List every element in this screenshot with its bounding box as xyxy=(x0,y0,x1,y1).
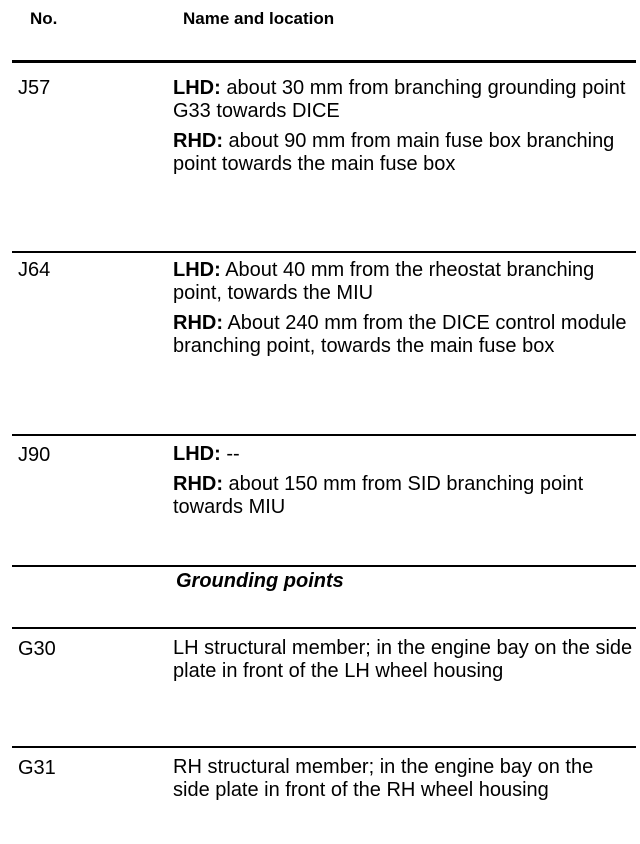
entry-label: RHD: xyxy=(173,473,223,495)
entry-rhd xyxy=(173,130,635,176)
entry-lhd xyxy=(173,77,635,123)
row-divider xyxy=(12,565,636,567)
row-divider xyxy=(12,251,636,253)
row-divider xyxy=(12,746,636,748)
row-desc-j57 xyxy=(173,77,635,183)
entry-text: About 40 mm from the rheostat branching point, towards the MIU xyxy=(173,259,595,304)
header-rule xyxy=(12,60,636,63)
entry-rhd xyxy=(173,473,635,519)
row-code-g31: G31 xyxy=(18,757,56,779)
entry-label: LHD: xyxy=(173,259,221,281)
entry-text: -- xyxy=(220,443,240,465)
column-header-name-location: Name and location xyxy=(183,9,335,28)
entry-text: About 240 mm from the DICE control module branching point, towards the main fuse box xyxy=(173,312,627,357)
entry-rhd xyxy=(173,312,635,358)
row-desc-j64 xyxy=(173,259,635,365)
entry-text: about 90 mm from main fuse box branching point towards the main fuse box xyxy=(173,130,615,175)
row-divider xyxy=(12,434,636,436)
entry-label: LHD: xyxy=(173,77,221,99)
entry-lhd xyxy=(173,259,635,305)
section-title-grounding-points: Grounding points xyxy=(176,570,344,592)
entry-text: about 30 mm from branching grounding point G33 towards DICE xyxy=(173,77,626,122)
row-code-g30: G30 xyxy=(18,638,56,660)
row-desc-g30: LH structural member; in the engine bay on the side plate in front of the LH wheel housing xyxy=(173,637,633,682)
entry-label: RHD: xyxy=(173,130,223,152)
row-code-j90: J90 xyxy=(18,444,51,466)
row-desc-g31: RH structural member; in the engine bay on the side plate in front of the RH wheel housing xyxy=(173,756,594,801)
row-divider xyxy=(12,627,636,629)
entry-label: LHD: xyxy=(173,443,221,465)
row-code-j57: J57 xyxy=(18,77,51,99)
entry-text: about 150 mm from SID branching point towards MIU xyxy=(173,473,584,518)
row-code-j64: J64 xyxy=(18,259,51,281)
column-header-no: No. xyxy=(30,9,58,28)
entry-lhd xyxy=(173,443,635,466)
row-desc-j90 xyxy=(173,443,635,526)
entry-label: RHD: xyxy=(173,312,223,334)
